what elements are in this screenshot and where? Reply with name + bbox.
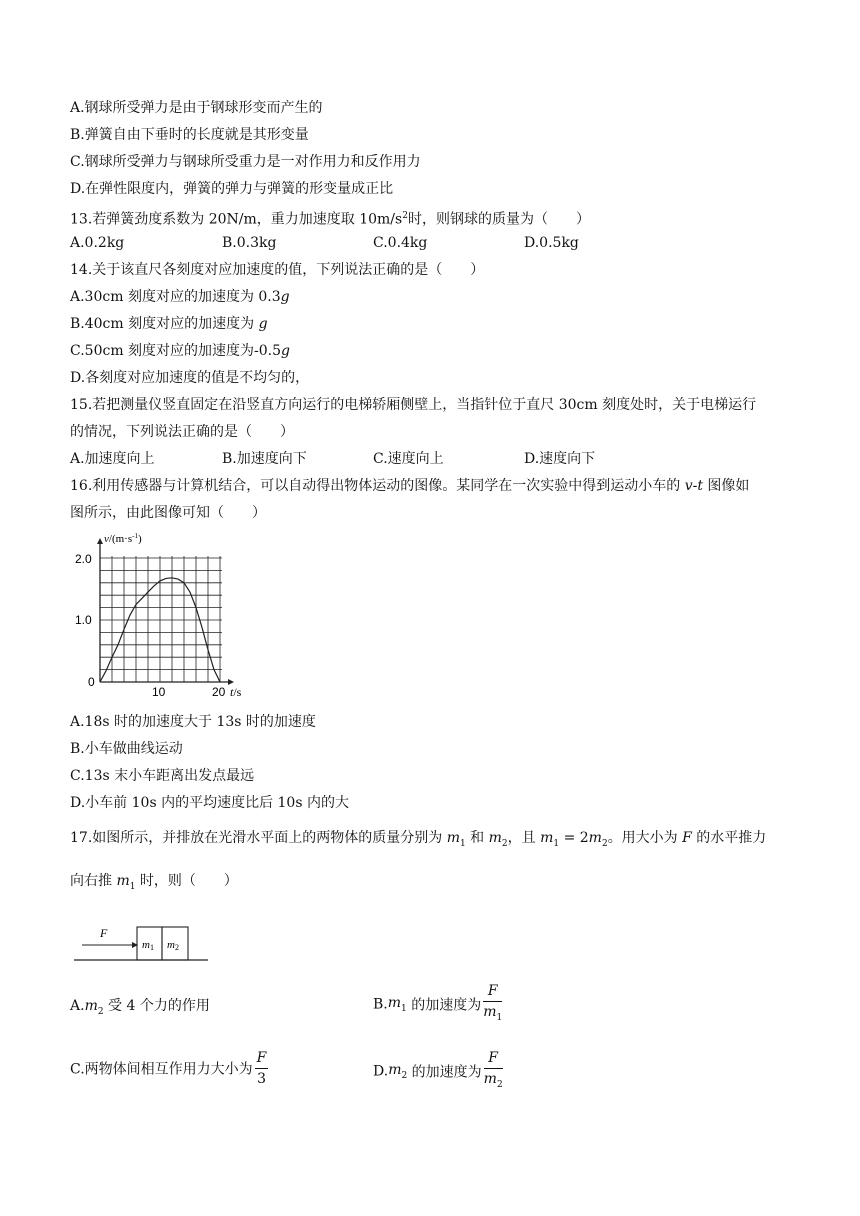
q15-option-b: B.加速度向下 xyxy=(222,451,307,467)
q13-option-d: D.0.5kg xyxy=(524,235,579,251)
chart-xtick-label: 10 xyxy=(152,685,166,699)
fraction-f-over-3: $\frac{F}{3}$ xyxy=(256,1050,267,1087)
q14-option-b: B.40cm 刻度对应的加速度为 g xyxy=(70,316,268,332)
chart-ytick-label: 2.0 xyxy=(75,552,92,566)
q15-stem-line2: 的情况，下列说法正确的是（ ） xyxy=(70,424,294,440)
q17-option-c: C.两物体间相互作用力大小为 $\frac{F}{3}$ xyxy=(70,1050,267,1087)
block-m2-label: m2 xyxy=(167,939,179,952)
q14-option-a: A.30cm 刻度对应的加速度为 0.3g xyxy=(70,289,290,305)
q17-option-d: $D.m_2$ 的加速度为 $\frac{F}{m_2}$ xyxy=(373,1050,503,1093)
y-axis-arrow-icon xyxy=(97,538,103,544)
q17-blocks-figure xyxy=(74,915,214,965)
q13-option-b: B.0.3kg xyxy=(222,235,277,251)
chart-xlabel: t/s xyxy=(230,685,242,699)
q15-stem-line1: 15.若把测量仪竖直固定在沿竖直方向运行的电梯轿厢侧壁上，当指针位于直尺 30cm 刻度处时，关于电梯运行 xyxy=(70,397,757,413)
q16-option-c: C.13s 末小车距离出发点最远 xyxy=(70,768,255,784)
q14-stem: 14.关于该直尺各刻度对应加速度的值，下列说法正确的是（ ） xyxy=(70,262,485,278)
q17-stem-line1: 17.如图所示，并排放在光滑水平面上的两物体的质量分别为 $m_1$ 和 $m_2$，且 $m_1 = 2m_2$。用大小为 F 的水平推力 xyxy=(70,830,767,849)
q17-option-a: $A.m_2$ 受 4 个力的作用 xyxy=(70,998,210,1017)
q17-option-b: $B.m_1$ 的加速度为 $\frac{F}{m_1}$ xyxy=(373,983,502,1026)
q14-option-d: D.各刻度对应加速度的值是不均匀的， xyxy=(70,370,310,386)
q12-option-b: B.弹簧自由下垂时的长度就是其形变量 xyxy=(70,127,309,143)
force-label: F xyxy=(100,926,108,940)
q14-option-c: C.50cm 刻度对应的加速度为-0.5g xyxy=(70,343,291,359)
q16-option-b: B.小车做曲线运动 xyxy=(70,741,183,757)
q12-option-d: D.在弹性限度内，弹簧的弹力与弹簧的形变量成正比 xyxy=(70,181,394,197)
block-m1-label: m1 xyxy=(142,939,154,952)
chart-ytick-label: 1.0 xyxy=(75,613,92,627)
q16-stem-line2: 图所示，由此图像可知（ ） xyxy=(70,505,266,521)
q16-option-d: D.小车前 10s 内的平均速度比后 10s 内的大 xyxy=(70,795,349,811)
q15-option-c: C.速度向上 xyxy=(373,451,444,467)
vt-chart xyxy=(68,530,258,705)
q12-option-c: C.钢球所受弹力与钢球所受重力是一对作用力和反作用力 xyxy=(70,154,421,170)
q15-option-a: A.加速度向上 xyxy=(70,451,155,467)
q13-option-c: C.0.4kg xyxy=(373,235,428,251)
q13-stem: 13.若弹簧劲度系数为 20N/m，重力加速度取 $10m/s^2$时，则钢球的质量为（ ） xyxy=(70,211,590,228)
chart-grid xyxy=(100,556,222,682)
fraction-f-over-m1: $\frac{F}{m_1}$ xyxy=(483,983,503,1023)
q16-option-a: A.18s 时的加速度大于 13s 时的加速度 xyxy=(70,714,316,730)
q17-stem-line2: 向右推 $m_1$ 时，则（ ） xyxy=(70,873,238,892)
q15-option-d: D.速度向下 xyxy=(524,451,596,467)
fraction-f-over-m2: $\frac{F}{m_2}$ xyxy=(483,1050,503,1090)
q16-stem-line1: 16.利用传感器与计算机结合，可以自动得出物体运动的图像。某同学在一次实验中得到运动小车的 v-t 图像如 xyxy=(70,478,750,494)
q12-option-a: A.钢球所受弹力是由于钢球形变而产生的 xyxy=(70,100,323,116)
chart-axes xyxy=(97,538,234,685)
chart-ytick-label: 0 xyxy=(88,675,95,689)
chart-xtick-label: 20 xyxy=(212,685,226,699)
q13-option-a: A.0.2kg xyxy=(70,235,125,251)
chart-ylabel: $v/(m\cdot s^{-1})$ xyxy=(104,532,142,545)
